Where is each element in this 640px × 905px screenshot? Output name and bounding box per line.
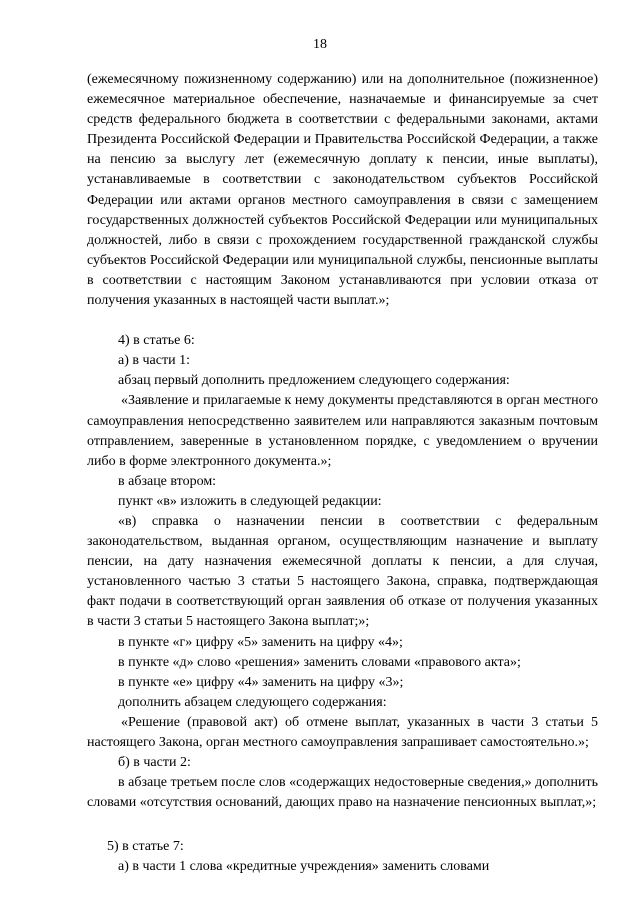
- paragraph-third-clause: в абзаце третьем после слов «содержащих недостоверные сведения,» дополнить словами «отсутствия оснований, дающих право на назначение пенсионных выплат,»;: [87, 775, 598, 811]
- paragraph-point-g: в пункте «г» цифру «5» заменить на цифру «4»;: [118, 634, 403, 650]
- paragraph-continuation: (ежемесячному пожизненному содержанию) или на дополнительное (пожизненное) ежемесячное материальное обеспечение, назначаемые и финансируемые за счет средств федерального бюджета в соответствии с федеральными законами, актами Президента Российской Федерации и Правительства Российской Федерации, а также на пенсию за выслугу лет (ежемесячную доплату к пенсии, иные выплаты), устанавливаемые в соответствии с законодательством субъектов Российской Федерации или актами органов местного самоуправления в связи с замещением государственных должностей субъектов Российской Федерации или муниципальных должностей, либо в связи с прохождением государственной гражданской службы субъектов Российской Федерации или муниципальной службы, пенсионные выплаты в соответствии с настоящим Законом устанавливаются при условии отказа от получения указанных в настоящей части выплат.»;: [87, 72, 598, 309]
- paragraph-point-e: в пункте «е» цифру «4» заменить на цифру «3»;: [118, 674, 404, 690]
- paragraph-quoted-point-v: «в) справка о назначении пенсии в соответствии с федеральным законодательством, выданная органом, осуществляющим назначение и выплату пенсии, на дату назначения ежемесячной доплаты к пенсии, а для случая, установленного частью 3 статьи 5 настоящего Закона, справка, подтверждающая факт подачи в соответствующий орган заявления об отказе от получения указанных в части 3 статьи 5 настоящего Закона выплат;»;: [87, 513, 598, 630]
- paragraph-item-5: 5) в статье 7:: [107, 839, 184, 855]
- paragraph-point-v-intro: пункт «в» изложить в следующей редакции:: [118, 493, 382, 509]
- paragraph-item-4: 4) в статье 6:: [118, 333, 195, 349]
- paragraph-quoted-decision: «Решение (правовой акт) об отмене выплат, указанных в части 3 статьи 5 настоящего Закона, орган местного самоуправления запрашивает самостоятельно.»;: [87, 714, 598, 750]
- paragraph-second-clause: в абзаце втором:: [118, 473, 217, 489]
- paragraph-subitem-b: б) в части 2:: [118, 755, 191, 771]
- paragraph-amendment-intro: абзац первый дополнить предложением следующего содержания:: [118, 373, 510, 389]
- paragraph-add-clause: дополнить абзацем следующего содержания:: [118, 694, 387, 710]
- paragraph-point-d: в пункте «д» слово «решения» заменить словами «правового акта»;: [118, 654, 521, 670]
- paragraph-quoted-application: «Заявление и прилагаемые к нему документы представляются в орган местного самоуправления непосредственно заявителем или направляются заказным почтовым отправлением, заверенные в установленном порядке, с уведомлением о вручении либо в форме электронного документа.»;: [87, 393, 598, 469]
- paragraph-subitem-a: а) в части 1:: [118, 353, 190, 369]
- document-body: [87, 70, 598, 878]
- page-number: 18: [313, 37, 327, 52]
- paragraph-item-5-a: а) в части 1 слова «кредитные учреждения» заменить словами: [118, 859, 490, 875]
